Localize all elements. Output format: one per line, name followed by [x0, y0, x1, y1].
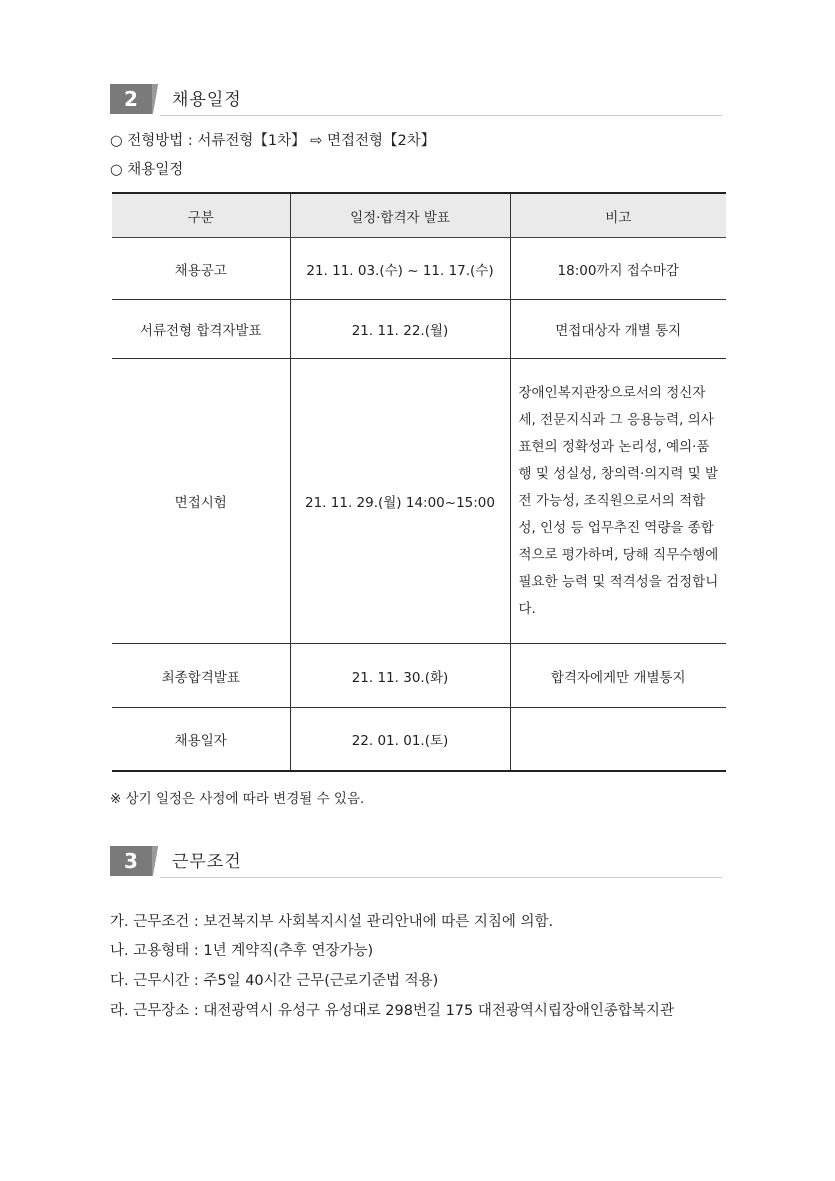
- column-header: 구분: [112, 193, 290, 238]
- note-cell: [510, 708, 726, 771]
- table-row: [112, 644, 726, 708]
- note-cell: 장애인복지관장으로서의 정신자세, 전문지식과 그 응용능력, 의사표현의 정확성과 논리성, 예의·품행 및 성실성, 창의력·의지력 및 발전 가능성, 조직원으로서의 적합성, 인성 등 업무추진 역량을 종합적으로 평가하며, 당해 직무수행에 필요한 능력 및 적격성을 검정합니다.: [510, 359, 726, 644]
- category-cell: 최종합격발표: [112, 644, 290, 708]
- category-cell: 채용공고: [112, 238, 290, 300]
- condition-line: 가. 근무조건 : 보건복지부 사회복지시설 관리안내에 따른 지침에 의함.: [110, 914, 554, 930]
- schedule-heading: ○ 채용일정: [110, 162, 184, 178]
- section-3-header: [110, 842, 722, 882]
- note-cell: 면접대상자 개별 통지: [510, 300, 726, 359]
- condition-line: 라. 근무장소 : 대전광역시 유성구 유성대로 298번길 175 대전광역시립장애인종합복지관: [110, 1003, 674, 1019]
- condition-line: 다. 근무시간 : 주5일 40시간 근무(근로기준법 적용): [110, 973, 439, 989]
- schedule-footnote: ※ 상기 일정은 사정에 따라 변경될 수 있음.: [110, 791, 365, 807]
- table-row: [112, 708, 726, 771]
- section-title: 채용일정: [172, 90, 242, 110]
- section-number-badge: 2: [110, 84, 152, 114]
- condition-line: 나. 고용형태 : 1년 계약직(추후 연장가능): [110, 943, 374, 959]
- table-header-row: [112, 193, 726, 238]
- date-cell: 21. 11. 03.(수) ~ 11. 17.(수): [290, 238, 510, 300]
- category-cell: 서류전형 합격자발표: [112, 300, 290, 359]
- table-row: [112, 238, 726, 300]
- column-header: 비고: [510, 193, 726, 238]
- category-cell: 면접시험: [112, 359, 290, 644]
- table-row: [112, 300, 726, 359]
- section-2-header: [110, 80, 722, 120]
- category-cell: 채용일자: [112, 708, 290, 771]
- date-cell: 22. 01. 01.(토): [290, 708, 510, 771]
- table-row: [112, 359, 726, 644]
- note-cell: 합격자에게만 개별통지: [510, 644, 726, 708]
- schedule-table: [112, 192, 726, 772]
- selection-method-line: ○ 전형방법 : 서류전형【1차】 ⇨ 면접전형【2차】: [110, 133, 436, 149]
- date-cell: 21. 11. 29.(월) 14:00~15:00: [290, 359, 510, 644]
- date-cell: 21. 11. 22.(월): [290, 300, 510, 359]
- section-divider: [160, 877, 722, 878]
- section-divider: [160, 115, 722, 116]
- section-number-badge: 3: [110, 846, 152, 876]
- column-header: 일정·합격자 발표: [290, 193, 510, 238]
- date-cell: 21. 11. 30.(화): [290, 644, 510, 708]
- note-cell: 18:00까지 접수마감: [510, 238, 726, 300]
- section-title: 근무조건: [172, 852, 242, 872]
